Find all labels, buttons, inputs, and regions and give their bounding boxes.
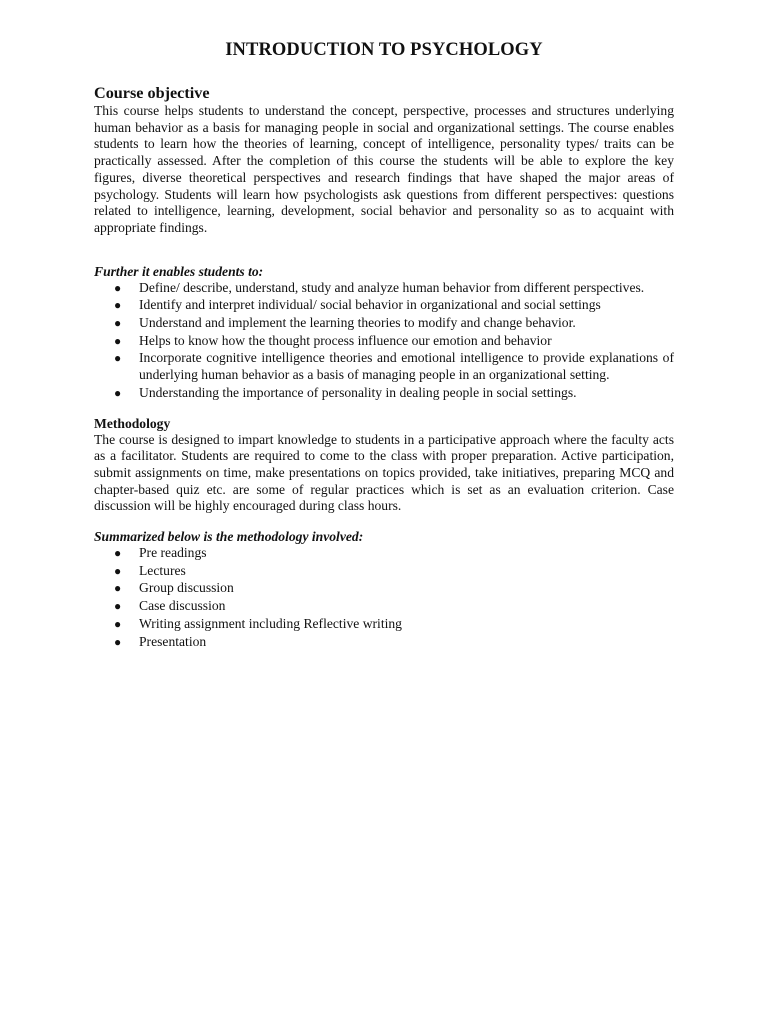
list-item — [94, 385, 674, 402]
list-item — [94, 545, 674, 562]
list-item-text: Helps to know how the thought process influence our emotion and behavior — [139, 332, 552, 348]
bullet-icon: ● — [114, 546, 122, 561]
bullet-icon: ● — [114, 581, 122, 596]
methodology-heading: Methodology — [94, 415, 171, 431]
list-item-text: Understand and implement the learning theories to modify and change behavior. — [139, 315, 576, 331]
list-item — [94, 598, 674, 615]
bullet-icon: ● — [114, 634, 122, 649]
methodology-summary-heading: Summarized below is the methodology involved: — [94, 529, 364, 545]
methodology-paragraph: The course is designed to impart knowledge to students in a participative approach where the faculty acts as a facilitator. Students are required to come to the class with proper preparation. Active participation, submit assignments on time, make presentations on topics provided, take initiatives, preparing MCQ and chapter-based quiz etc. are some of regular practices which is set as an evaluation criterion. Case discussion will be highly encouraged during class hours. — [94, 431, 674, 514]
bullet-icon: ● — [114, 599, 122, 614]
list-item — [94, 563, 674, 580]
list-item-text: Case discussion — [139, 598, 226, 614]
methodology-list — [94, 545, 674, 650]
list-item — [94, 350, 674, 383]
list-item-text: Pre readings — [139, 545, 207, 561]
bullet-icon: ● — [114, 563, 122, 578]
bullet-icon: ● — [114, 333, 122, 348]
bullet-icon: ● — [114, 298, 122, 313]
list-item-text: Identify and interpret individual/ social behavior in organizational and social settings — [139, 297, 601, 313]
bullet-icon: ● — [114, 280, 122, 295]
list-item-text: Writing assignment including Reflective writing — [139, 615, 402, 631]
bullet-icon: ● — [114, 316, 122, 331]
document-title: INTRODUCTION TO PSYCHOLOGY — [225, 40, 543, 60]
list-item — [94, 333, 674, 350]
list-item-text: Presentation — [139, 633, 207, 649]
list-item-text: Incorporate cognitive intelligence theories and emotional intelligence to provide explanations of underlying human behavior as a basis of managing people in an organizational setting. — [139, 350, 674, 383]
list-item — [94, 315, 674, 332]
list-item-text: Understanding the importance of personality in dealing people in social settings. — [139, 384, 577, 400]
list-item — [94, 616, 674, 633]
further-list — [94, 280, 674, 402]
list-item-text: Lectures — [139, 562, 186, 578]
list-item-text: Group discussion — [139, 580, 234, 596]
further-heading: Further it enables students to: — [94, 263, 264, 279]
bullet-icon: ● — [114, 616, 122, 631]
list-item — [94, 580, 674, 597]
bullet-icon: ● — [114, 385, 122, 400]
list-item — [94, 280, 674, 297]
course-objective-heading: Course objective — [94, 84, 210, 102]
list-item — [94, 297, 674, 314]
list-item — [94, 634, 674, 651]
list-item-text: Define/ describe, understand, study and analyze human behavior from different perspectives. — [139, 279, 645, 295]
bullet-icon: ● — [114, 351, 122, 366]
course-objective-paragraph: This course helps students to understand the concept, perspective, processes and structures underlying human behavior as a basis for managing people in social and organizational settings. The course enables students to learn how the theories of learning, concept of intelligence, personality types/ traits can be practically assessed. After the completion of this course the students will be able to explore the key figures, diverse theoretical perspectives and research findings that have shaped the major areas of psychology. Students will learn how psychologists ask questions from different perspectives: questions related to intelligence, learning, development, social behavior and personality so as to acquaint with appropriate findings. — [94, 103, 674, 235]
